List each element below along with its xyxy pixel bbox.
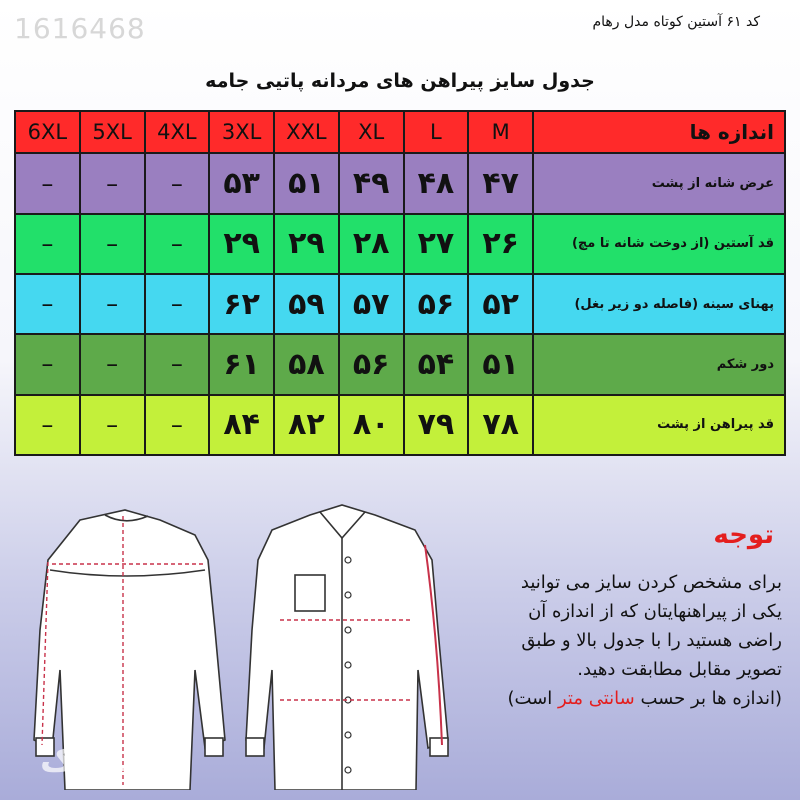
measurement-cell: –: [80, 153, 145, 213]
header-label: اندازه ها: [533, 111, 785, 153]
measurement-cell: ۲۹: [274, 214, 339, 274]
measurement-cell: ۴۹: [339, 153, 404, 213]
product-code: کد ۶۱ آستین کوتاه مدل رهام: [592, 14, 760, 30]
page-title: جدول سایز پیراهن های مردانه پاتیی جامه: [205, 70, 595, 92]
measurement-cell: ۲۸: [339, 214, 404, 274]
notice-title: توجه: [713, 520, 774, 550]
table-row: [15, 274, 785, 334]
size-table: [14, 110, 786, 456]
measurement-cell: ۷۹: [404, 395, 469, 455]
measurement-cell: –: [15, 274, 80, 334]
size-header-6xl: 6XL: [15, 111, 80, 153]
size-header-m: M: [468, 111, 533, 153]
measurement-cell: ۵۸: [274, 334, 339, 394]
image-id-watermark: 1616468: [14, 12, 146, 45]
measurement-cell: ۸۴: [209, 395, 274, 455]
notice-line: تصویر مقابل مطابقت دهید.: [577, 659, 782, 680]
measurement-cell: ۸۰: [339, 395, 404, 455]
measurement-cell: ۶۱: [209, 334, 274, 394]
row-label: عرض شانه از پشت: [533, 153, 785, 213]
measurement-cell: –: [80, 395, 145, 455]
measurement-cell: –: [145, 334, 210, 394]
measurement-cell: ۵۹: [274, 274, 339, 334]
measurement-cell: –: [80, 274, 145, 334]
size-header-3xl: 3XL: [209, 111, 274, 153]
measurement-cell: ۷۸: [468, 395, 533, 455]
size-header-5xl: 5XL: [80, 111, 145, 153]
notice-text: [442, 568, 782, 713]
unit-suffix: است): [507, 688, 558, 709]
notice-line: راضی هستید را با جدول بالا و طبق: [521, 630, 782, 651]
measurement-cell: ۵۳: [209, 153, 274, 213]
notice-line-unit: [442, 684, 782, 713]
measurement-cell: ۶۲: [209, 274, 274, 334]
measurement-cell: –: [15, 334, 80, 394]
row-label: قد پیراهن از پشت: [533, 395, 785, 455]
measurement-cell: ۸۲: [274, 395, 339, 455]
table-row: [15, 153, 785, 213]
shirt-front-drawing: [246, 505, 448, 790]
measurement-cell: –: [15, 153, 80, 213]
measurement-cell: ۴۸: [404, 153, 469, 213]
measurement-cell: ۲۶: [468, 214, 533, 274]
size-header-4xl: 4XL: [145, 111, 210, 153]
measurement-cell: ۵۶: [404, 274, 469, 334]
unit-prefix: (اندازه ها بر حسب: [634, 688, 782, 709]
row-label: قد آستین (از دوخت شانه تا مچ): [533, 214, 785, 274]
measurement-cell: –: [145, 214, 210, 274]
measurement-cell: ۴۷: [468, 153, 533, 213]
notice-line: برای مشخص کردن سایز می توانید: [520, 572, 782, 593]
unit-highlight: سانتی متر: [557, 688, 635, 709]
shop-watermark: بابوتیک: [40, 740, 162, 780]
table-row: [15, 395, 785, 455]
measurement-cell: ۲۹: [209, 214, 274, 274]
table-header-row: [15, 111, 785, 153]
notice-line: یکی از پیراهنهایتان که از اندازه آن: [528, 601, 782, 622]
measurement-cell: ۵۲: [468, 274, 533, 334]
table-row: [15, 334, 785, 394]
measurement-cell: –: [15, 214, 80, 274]
size-header-l: L: [404, 111, 469, 153]
table-row: [15, 214, 785, 274]
measurement-cell: ۵۱: [468, 334, 533, 394]
measurement-cell: –: [80, 214, 145, 274]
row-label: پهنای سینه (فاصله دو زیر بغل): [533, 274, 785, 334]
measurement-cell: ۵۷: [339, 274, 404, 334]
measurement-cell: –: [145, 153, 210, 213]
measurement-cell: –: [145, 274, 210, 334]
size-header-xxl: XXL: [274, 111, 339, 153]
measurement-cell: ۵۱: [274, 153, 339, 213]
row-label: دور شکم: [533, 334, 785, 394]
measurement-cell: ۵۴: [404, 334, 469, 394]
size-header-xl: XL: [339, 111, 404, 153]
measurement-cell: –: [15, 395, 80, 455]
measurement-cell: ۵۶: [339, 334, 404, 394]
measurement-cell: –: [145, 395, 210, 455]
measurement-cell: –: [80, 334, 145, 394]
measurement-cell: ۲۷: [404, 214, 469, 274]
